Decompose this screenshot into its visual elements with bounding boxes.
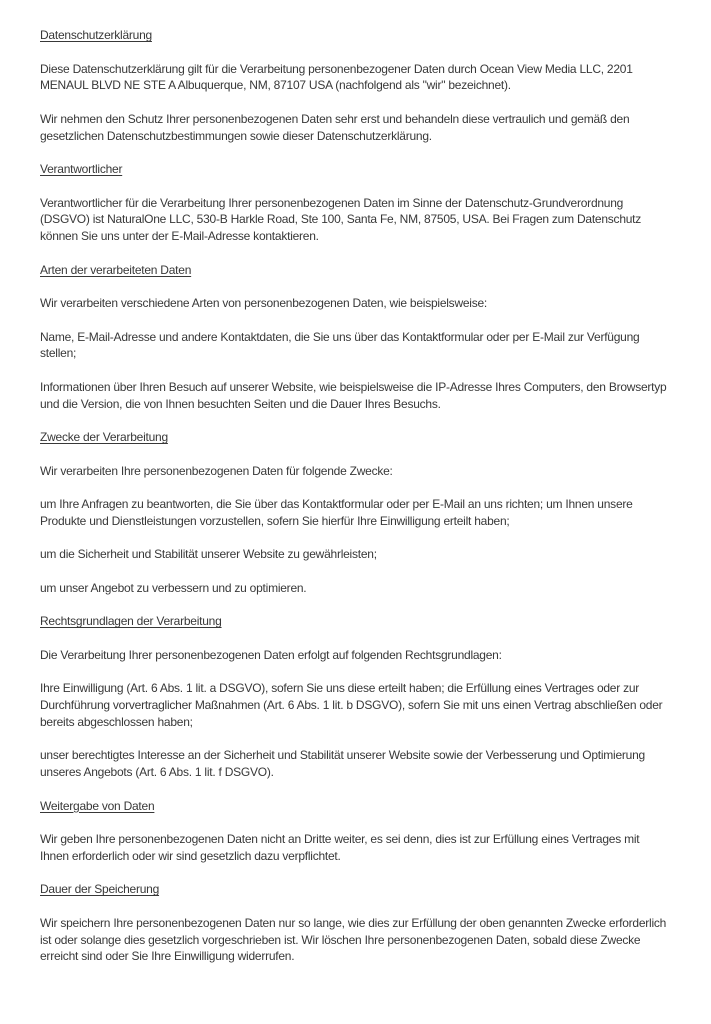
paragraph: Wir nehmen den Schutz Ihrer personenbezogenen Daten sehr erst und behandeln diese vertraulich und gemäß den gesetzlichen Datenschutzbestimmungen sowie dieser Datenschutzerklärung. <box>40 111 630 143</box>
paragraph: Informationen über Ihren Besuch auf unserer Website, wie beispielsweise die IP-Adresse Ihres Computers, den Browsertyp und die Version, die von Ihnen besuchten Seiten und die Dauer Ihres Besuchs. <box>40 379 667 411</box>
document-body <box>40 27 671 965</box>
paragraph: Wir verarbeiten verschiedene Arten von personenbezogenen Daten, wie beispielsweise: <box>40 296 488 310</box>
paragraph: um die Sicherheit und Stabilität unserer Website zu gewährleisten; <box>40 547 377 562</box>
section-heading: Zwecke der Verarbeitung <box>40 430 168 444</box>
paragraph: Ihre Einwilligung (Art. 6 Abs. 1 lit. a DSGVO), sofern Sie uns diese erteilt haben; die Erfüllung eines Vertrages oder zur Durchführung vorvertraglicher Maßnahmen (Art. 6 Abs. 1 lit. b DSGVO), sofern Sie mit uns einen Vertrag abschließen oder bereits abgeschlossen haben; <box>40 681 663 729</box>
paragraph: Wir speichern Ihre personenbezogenen Daten nur so lange, wie dies zur Erfüllung der oben genannten Zwecke erforderlich ist oder solange dies gesetzlich vorgeschrieben ist. Wir löschen Ihre personenbezogenen Daten, sobald diese Zwecke erreicht sind oder Sie Ihre Einwilligung widerrufen. <box>40 915 667 964</box>
section-heading: Dauer der Speicherung <box>40 882 160 897</box>
paragraph: Die Verarbeitung Ihrer personenbezogenen Daten erfolgt auf folgenden Rechtsgrundlagen: <box>40 647 502 662</box>
paragraph: um unser Angebot zu verbessern und zu optimieren. <box>40 580 307 595</box>
section-heading: Verantwortlicher <box>40 162 123 176</box>
paragraph: um Ihre Anfragen zu beantworten, die Sie über das Kontaktformular oder per E-Mail an uns richten; um Ihnen unsere Produkte und Dienstleistungen vorzustellen, sofern Sie hierfür Ihre Einwilligung erteilt haben; <box>40 497 633 528</box>
paragraph: Diese Datenschutzerklärung gilt für die Verarbeitung personenbezogener Daten durch Ocean View Media LLC, 2201 MENAUL BLVD NE STE A Albuquerque, NM, 87107 USA (nachfolgend als "wir" bezeichnet). <box>40 61 633 93</box>
section-heading: Arten der verarbeiteten Daten <box>40 262 192 277</box>
paragraph: Name, E-Mail-Adresse und andere Kontaktdaten, die Sie uns über das Kontaktformular oder per E-Mail zur Verfügung stellen; <box>40 329 640 361</box>
paragraph: Verantwortlicher für die Verarbeitung Ihrer personenbezogenen Daten im Sinne der Datenschutz-Grundverordnung (DSGVO) ist NaturalOne LLC, 530-B Harkle Road, Ste 100, Santa Fe, NM, 87505, USA. Bei Fragen zum Datenschutz können Sie uns unter der E-Mail-Adresse kontaktieren. <box>40 195 642 243</box>
section-heading: Rechtsgrundlagen der Verarbeitung <box>40 614 222 629</box>
paragraph: Wir geben Ihre personenbezogenen Daten nicht an Dritte weiter, es sei denn, dies ist zur Erfüllung eines Vertrages mit Ihnen erforderlich oder wir sind gesetzlich dazu verpflichtet. <box>40 832 640 863</box>
section-heading: Datenschutzerklärung <box>40 28 152 42</box>
paragraph: unser berechtigtes Interesse an der Sicherheit und Stabilität unserer Website sowie der Verbesserung und Optimierung unseres Angebots (Art. 6 Abs. 1 lit. f DSGVO). <box>40 748 645 779</box>
section-heading: Weitergabe von Daten <box>40 798 155 813</box>
paragraph: Wir verarbeiten Ihre personenbezogenen Daten für folgende Zwecke: <box>40 463 393 478</box>
